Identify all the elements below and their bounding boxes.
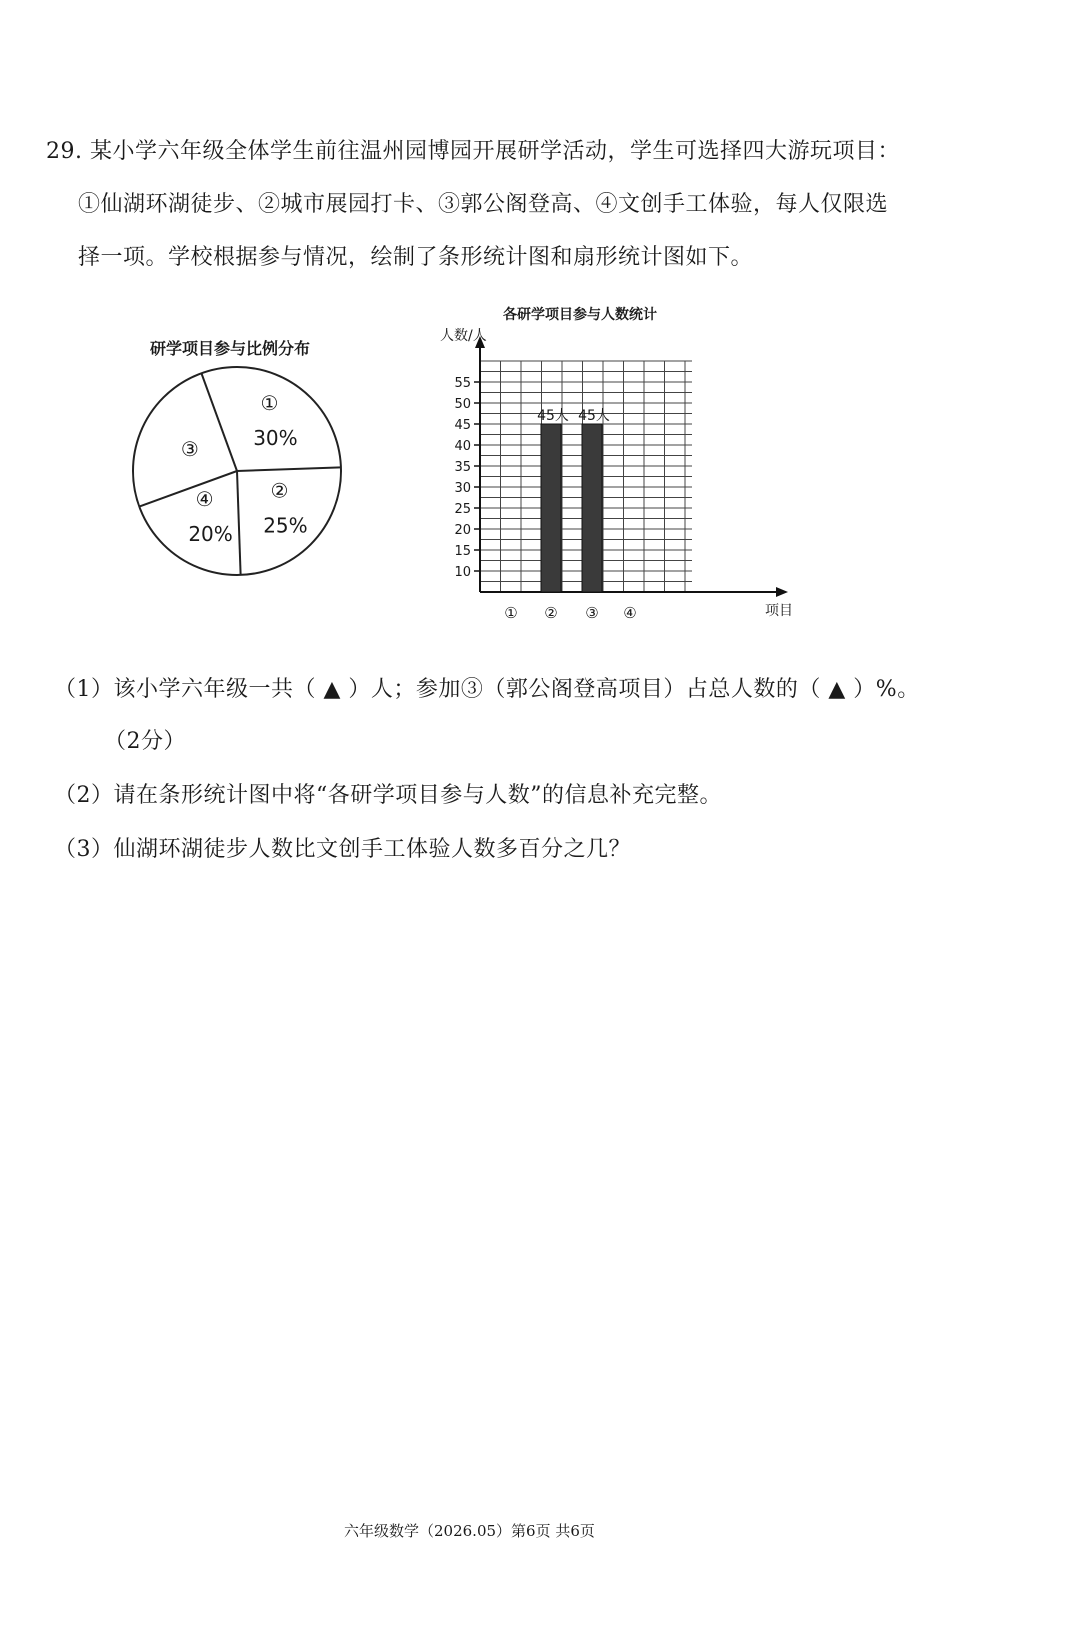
y-axis-label: 人数/人 [440,328,487,344]
bar-data-label: 45人 [578,408,610,424]
y-tick-label: 20 [454,523,471,538]
y-tick-label: 30 [454,481,471,496]
question-line-2: ①仙湖环湖徒步、②城市展园打卡、③郭公阁登高、④文创手工体验，每人仅限选 [78,192,889,217]
pie-chart [120,357,360,597]
x-axis-label: 项目 [765,603,793,619]
y-tick-label: 25 [454,502,471,517]
y-tick-label: 40 [454,439,471,454]
pie-chart-title: 研学项目参与比例分布 [150,339,311,358]
x-tick-label: ③ [585,604,599,622]
y-tick-label: 45 [454,418,471,433]
y-tick-label: 10 [454,565,471,580]
pie-slice-label: ③ [180,437,199,462]
pie-slice-label: ① [260,390,279,415]
pie-slice-value-label: 20% [188,522,233,547]
bar-chart-title: 各研学项目参与人数统计 [503,307,657,323]
subquestion-3: （3）仙湖环湖徒步人数比文创手工体验人数多百分之几？ [54,837,631,862]
subquestion-1: （1）该小学六年级一共（ ▲ ）人；参加③（郭公阁登高项目）占总人数的（ ▲ ）%。 [54,677,920,702]
page-footer: 六年级数学（2026.05）第6页 共6页 [344,1522,595,1540]
pie-slice-label: ② [270,478,289,503]
y-tick-label: 55 [454,376,471,391]
x-tick-label: ④ [623,604,637,622]
y-tick-label: 15 [454,544,471,559]
pie-slice-value-label: 25% [263,513,308,538]
pie-slice-value-label: 30% [253,425,298,450]
question-line-1: 29. 某小学六年级全体学生前往温州园博园开展研学活动，学生可选择四大游玩项目： [46,139,900,164]
y-tick-label: 50 [454,397,471,412]
x-tick-label: ① [504,604,518,622]
x-tick-label: ② [544,604,558,622]
subquestion-1-score: （2分） [104,729,186,754]
y-tick-label: 35 [454,460,471,475]
bar [582,424,602,592]
question-line-3: 择一项。学校根据参与情况，绘制了条形统计图和扇形统计图如下。 [78,245,754,270]
bar-chart [430,322,810,632]
subquestion-2: （2）请在条形统计图中将“各研学项目参与人数”的信息补充完整。 [54,783,722,808]
bar [541,424,561,592]
bar-data-label: 45人 [537,408,569,424]
x-axis-arrow [776,587,788,597]
pie-slice-label: ④ [195,487,214,512]
